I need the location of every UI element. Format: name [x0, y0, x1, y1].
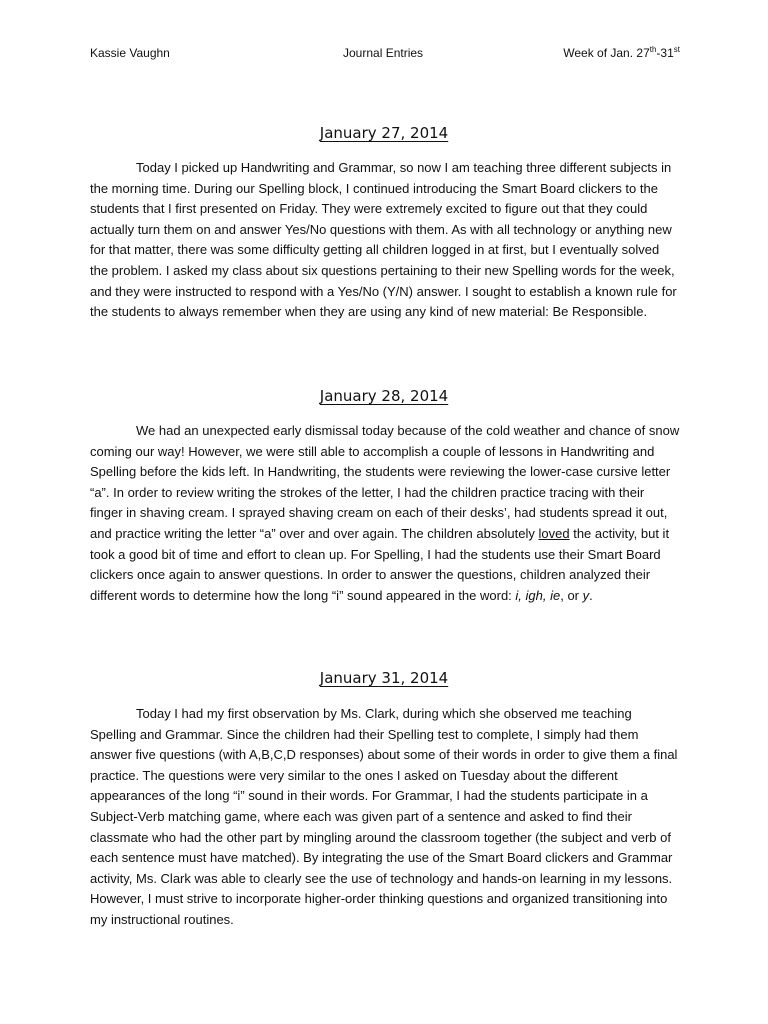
entry-date-jan-27: January 27, 2014: [319, 124, 449, 142]
week-prefix: Week of Jan. 27: [563, 46, 650, 60]
italic-sounds-1: i, igh, ie: [515, 587, 561, 603]
entry-date-jan-28: January 28, 2014: [319, 387, 449, 405]
week-range: [563, 46, 680, 60]
author-name: Kassie Vaughn: [90, 46, 170, 60]
entry-body-jan-28-part2: the activity, but it took a good bit of time and effort to clean up. For Spelling, I had the students use their Smart Board clickers once again to answer questions. In order to answer the questions, children analyzed their different words to determine how the long “i” sound appeared in the word:: [90, 525, 670, 603]
entry-body-jan-28: [90, 421, 680, 606]
entry-body-jan-28-end: .: [589, 587, 593, 603]
entry-date-jan-31: January 31, 2014: [319, 669, 449, 687]
entry-body-jan-28-part1: We had an unexpected early dismissal today because of the cold weather and chance of snow coming our way! However, we were still able to accomplish a couple of lessons in Handwriting and Spelling before the kids left. In Handwriting, the students were reviewing the lower-case cursive letter “a”. In order to review writing the strokes of the letter, I had the children practice tracing with their finger in shaving cream. I sprayed shaving cream on each of their desks’, had students spread it out, and practice writing the letter “a” over and over again. The children absolutely: [90, 423, 680, 541]
entry-body-jan-27: Today I picked up Handwriting and Grammar, so now I am teaching three different subjects in the morning time. During our Spelling block, I continued introducing the Smart Board clickers to the students that I first presented on Friday. They were extremely excited to figure out that they could actually turn them on and answer Yes/No questions with them. As with all technology or anything new for that matter, there was some difficulty getting all children logged in at first, but I eventually solved the problem. I asked my class about six questions pertaining to their new Spelling words for the week, and they were instructed to respond with a Yes/No (Y/N) answer. I sought to establish a known rule for the students to always remember when they are using any kind of new material: Be Responsible.: [90, 160, 677, 320]
underlined-word: loved: [538, 525, 570, 541]
week-mid: -31: [656, 46, 674, 60]
entry-body-jan-31: Today I had my first observation by Ms. Clark, during which she observed me teaching Spelling and Grammar. Since the children had their Spelling test to complete, I simply had them answer five questions (with A,B,C,D responses) about some of their words in order to give them a final practice. The questions were very similar to the ones I asked on Tuesday about the different appearances of the long “i” sound in their words. For Grammar, I had the students participate in a Subject-Verb matching game, where each was given part of a sentence and asked to find their classmate who had the other part by mingling around the classroom together (the subject and verb of each sentence must have matched). By integrating the use of the Smart Board clickers and Grammar activity, Ms. Clark was able to clearly see the use of technology and hands-on learning in my lessons. However, I must strive to incorporate higher-order thinking questions and organized transitioning into my instructional routines.: [90, 706, 678, 927]
page-header: [90, 46, 680, 64]
italic-sounds-2: y: [582, 587, 590, 603]
document-title: Journal Entries: [343, 46, 424, 60]
week-sup-end: st: [673, 45, 680, 54]
entry-body-jan-28-sep: , or: [560, 587, 583, 603]
week-sup-start: th: [649, 45, 657, 54]
